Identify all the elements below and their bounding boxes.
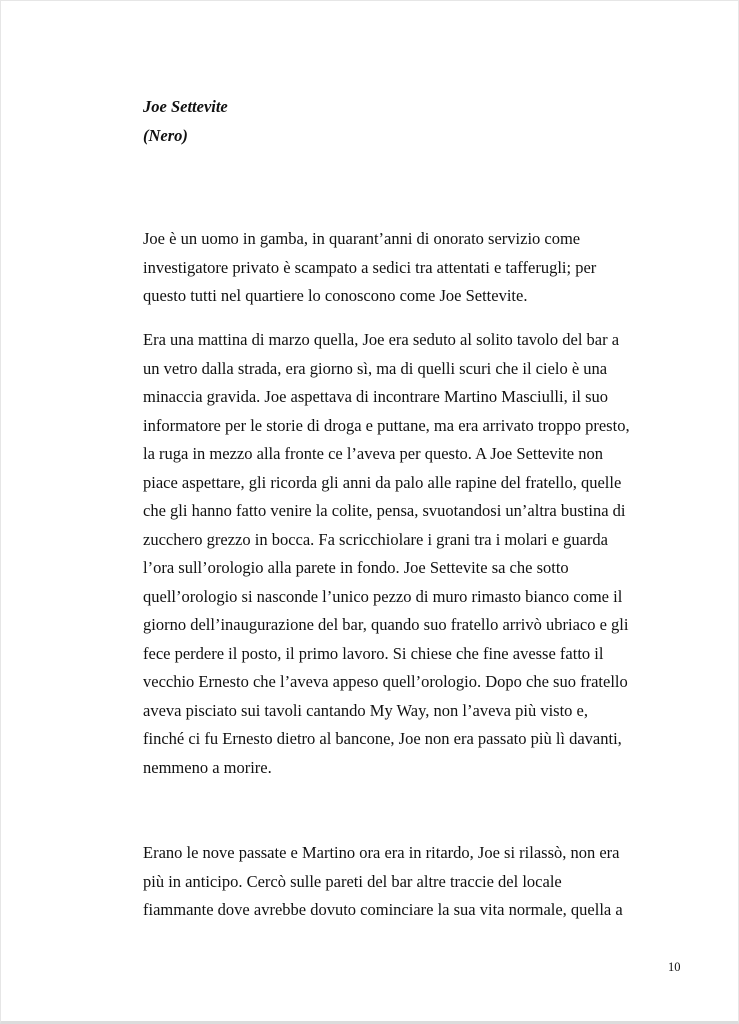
text-line: Erano le nove passate e Martino ora era in ritardo, Joe si rilassò, non era [143,843,620,862]
text-line: un vetro dalla strada, era giorno sì, ma di quelli scuri che il cielo è una [143,358,608,378]
paragraph-1 [143,225,663,311]
text-line: investigatore privato è scampato a sedici tra attentati e tafferugli; per [143,257,597,277]
text-line: fiammante dove avrebbe dovuto cominciare la sua vita normale, quella a [143,900,623,919]
paragraph-2 [143,326,663,782]
chapter-title: Joe Settevite [143,97,228,116]
text-line: Joe è un uomo in gamba, in quarant’anni di onorato servizio come [143,229,581,248]
page-number: 10 [668,960,681,974]
text-line: vecchio Ernesto che l’aveva appeso quell’orologio. Dopo che suo fratello [143,672,628,691]
text-line: l’ora sull’orologio alla parete in fondo. Joe Settevite sa che sotto [143,558,569,577]
text-line: giorno dell’inaugurazione del bar, quando suo fratello arrivò ubriaco e gli [143,615,629,634]
paragraph-3 [143,839,663,925]
text-line: nemmeno a morire. [143,757,272,777]
text-line: più in anticipo. Cercò sulle pareti del bar altre traccie del locale [143,871,562,891]
text-line: fece perdere il posto, il primo lavoro. Si chiese che fine avesse fatto il [143,643,604,663]
text-line: la ruga in mezzo alla fronte ce l’aveva per questo. A Joe Settevite non [143,444,603,463]
text-line: aveva pisciato sui tavoli cantando My Way, non l’aveva più visto e, [143,700,588,720]
text-line: zucchero grezzo in bocca. Fa scricchiolare i grani tra i molari e guarda [143,529,608,549]
text-line: minaccia gravida. Joe aspettava di incontrare Martino Masciulli, il suo [143,387,609,406]
text-line: quell’orologio si nasconde l’unico pezzo di muro rimasto bianco come il [143,586,623,606]
text-line: informatore per le storie di droga e puttane, ma era arrivato troppo presto, [143,415,630,435]
text-line: Era una mattina di marzo quella, Joe era seduto al solito tavolo del bar a [143,330,620,349]
text-line: finché ci fu Ernesto dietro al bancone, Joe non era passato più lì davanti, [143,729,622,748]
text-line: piace aspettare, gli ricorda gli anni da palo alle rapine del fratello, quelle [143,472,622,492]
text-line: questo tutti nel quartiere lo conoscono come Joe Settevite. [143,286,528,305]
text-line: che gli hanno fatto venire la colite, pensa, svuotandosi un’altra bustina di [143,501,626,520]
chapter-subtitle: (Nero) [143,126,188,145]
